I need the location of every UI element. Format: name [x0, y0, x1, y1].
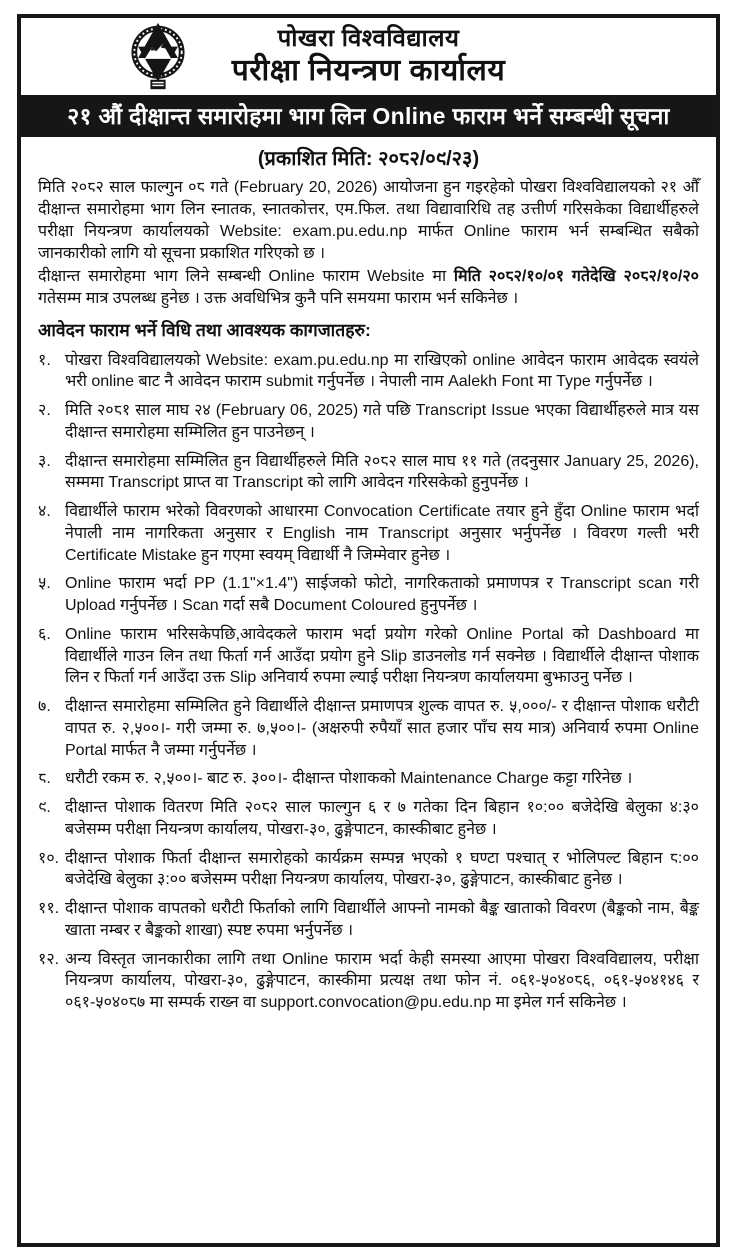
list-item-number: ४.	[38, 503, 51, 521]
list-item-text: अन्य विस्तृत जानकारीका लागि तथा Online फाराम भर्दा केही समस्या आएमा पोखरा विश्वविद्यालय, परीक्षा नियन्त्रण कार्यालय, पोखरा-३०, ढुङ्गेपाटन, कास्कीमा प्रत्यक्ष तथा फोन नं. ०६१-५०४०८६, ०६१-५०४१४६ र ०६१-५०४०८७ मा सम्पर्क राख्न वा support.convocation@pu.edu.np मा इमेल गर्न सकिनेछ ।	[65, 950, 699, 1012]
list-item	[38, 400, 699, 444]
list-item-number: ८.	[38, 770, 51, 788]
list-item-number: ३.	[38, 452, 51, 470]
list-item	[38, 501, 699, 566]
list-item	[38, 848, 699, 892]
list-item	[38, 451, 699, 495]
section-heading: आवेदन फाराम भर्ने विधि तथा आवश्यक कागजातहरु:	[38, 319, 371, 340]
list-item-text: दीक्षान्त समारोहमा सम्मिलित हुने विद्यार्थीले दीक्षान्त प्रमाणपत्र शुल्क वापत रु. ५,०००/- र दीक्षान्त पोशाक धरौटी वापत रु. २,५००।- गरी जम्मा रु. ७,५००।- (अक्षरुपी रुपैयाँ सात हजार पाँच सय मात्र) अनिवार्य रुपमा Online Portal मार्फत नै जम्मा गर्नुपर्नेछ ।	[65, 698, 699, 759]
university-name: पोखरा विश्वविद्यालय	[277, 25, 460, 52]
notice-title-banner: २१ औं दीक्षान्त समारोहमा भाग लिन Online फाराम भर्ने सम्बन्धी सूचना	[21, 93, 716, 139]
list-item	[38, 768, 699, 790]
form-availability-dates: मिति २०८२/१०/०१ गतेदेखि २०८२/१०/२०	[453, 268, 699, 286]
list-item	[38, 696, 699, 761]
list-item-number: १.	[38, 351, 51, 369]
list-item-text: दीक्षान्त पोशाक वापतको धरौटी फिर्ताको लागि विद्यार्थीले आफ्नो नामको बैङ्क खाताको विवरण (बैङ्कको नाम, बैङ्क खाता नम्बर र बैङ्कको शाखा) स्पष्ट रुपमा भर्नुपर्नेछ ।	[65, 900, 699, 939]
list-item-text: दीक्षान्त पोशाक फिर्ता दीक्षान्त समारोहको कार्यक्रम सम्पन्न भएको १ घण्टा पश्चात् र भोलिपल्ट बिहान ८:०० बजेदेखि बेलुका ३:०० बजेसम्म परीक्षा नियन्त्रण कार्यालय, पोखरा-३०, ढुङ्गेपाटन, कास्कीबाट हुनेछ ।	[65, 849, 699, 889]
pokhara-university-logo-icon	[127, 21, 189, 93]
list-item	[38, 624, 699, 689]
list-item-text: Online फाराम भर्दा PP (1.1"×1.4") साईजको फोटो, नागरिकताको प्रमाणपत्र र Transcript scan गरी Upload गर्नुपर्नेछ । Scan गर्दा सबै Document Coloured हुनुपर्नेछ ।	[65, 575, 699, 615]
list-item-text: पोखरा विश्वविद्यालयको Website: exam.pu.edu.np मा राखिएको online आवेदन फाराम आवेदक स्वयंले भरी online बाट नै आवेदन फाराम submit गर्नुपर्नेछ । नेपाली नाम Aalekh Font मा Type गर्नुपर्नेछ ।	[65, 351, 699, 391]
list-item-number: ५.	[38, 575, 51, 593]
list-item-number: १२.	[38, 950, 60, 968]
list-item-text: Online फाराम भरिसकेपछि,आवेदकले फाराम भर्दा प्रयोग गरेको Online Portal को Dashboard मा विद्यार्थीले गाउन लिन तथा फिर्ता गर्न आउँदा प्रयोग हुने Slip डाउनलोड गर्न सक्नेछ । विद्यार्थीले दीक्षान्त पोशाक लिन र फिर्ता गर्न आउँदा उक्त Slip अनिवार्य रुपमा ल्याई परीक्षा नियन्त्रण कार्यालयमा बुझाउनु पर्नेछ ।	[65, 625, 699, 687]
list-item	[38, 350, 699, 394]
list-item	[38, 898, 699, 942]
list-item-text: दीक्षान्त समारोहमा सम्मिलित हुन विद्यार्थीहरुले मिति २०८२ साल माघ ११ गते (तदनुसार January 25, 2026), सम्ममा Transcript प्राप्त वा Transcript को लागि आवेदन गरिसकेको हुनुपर्नेछ ।	[65, 452, 699, 492]
list-item-text: मिति २०८१ साल माघ २४ (February 06, 2025) गते पछि Transcript Issue भएका विद्यार्थीहरुले मात्र यस दीक्षान्त समारोहमा सम्मिलित हुन पाउनेछन् ।	[65, 402, 699, 441]
list-item	[38, 797, 699, 841]
list-item	[38, 949, 699, 1014]
list-item-number: ७.	[38, 698, 51, 716]
list-item-number: ११.	[38, 900, 60, 918]
notice-body	[21, 175, 716, 1014]
document-border-frame	[17, 14, 720, 1247]
published-date: (प्रकाशित मिति: २०८२/०९/२३)	[257, 148, 480, 171]
intro-paragraph-1: मिति २०८२ साल फाल्गुन ०८ गते (February 20, 2026) आयोजना हुन गइरहेको पोखरा विश्वविद्यालयको २१ औँ दीक्षान्त समारोहमा भाग लिन स्नातक, स्नातकोत्तर, एम.फिल. तथा विद्यावारिधि तह उत्तीर्ण गरिसकेका विद्यार्थीहरुले परीक्षा नियन्त्रण कार्यालयको Website: exam.pu.edu.np मार्फत Online फाराम भर्न सम्बन्धित सबैको जानकारीको लागि यो सूचना प्रकाशित गरिएको छ ।	[38, 179, 699, 262]
list-item-text: विद्यार्थीले फाराम भरेको विवरणको आधारमा Convocation Certificate तयार हुने हुँदा Online फाराम भर्दा नेपाली नाम नागरिकता अनुसार र English नाम Transcript अनुसार भर्नुपर्नेछ । विवरण गल्ती भरी Certificate Mistake हुन गएमा स्वयम् विद्यार्थी नै जिम्मेवार हुनेछ ।	[65, 503, 699, 564]
intro-paragraph-2	[38, 266, 699, 310]
list-item-text: दीक्षान्त पोशाक वितरण मिति २०८२ साल फाल्गुन ६ र ७ गतेका दिन बिहान १०:०० बजेदेखि बेलुका ४:३० बजेसम्म परीक्षा नियन्त्रण कार्यालय, पोखरा-३०, ढुङ्गेपाटन, कास्कीबाट हुनेछ ।	[65, 799, 699, 838]
list-item-number: ६.	[38, 625, 51, 643]
intro-paragraph-2-pre: दीक्षान्त समारोहमा भाग लिने सम्बन्धी Online फाराम Website मा	[38, 268, 454, 286]
list-item-text: धरौटी रकम रु. २,५००।- बाट रु. ३००।- दीक्षान्त पोशाकको Maintenance Charge कट्टा गरिनेछ ।	[65, 770, 633, 788]
list-item-number: १०.	[38, 849, 60, 867]
list-item-number: ९.	[38, 799, 51, 817]
office-name: परीक्षा नियन्त्रण कार्यालय	[231, 53, 506, 87]
document-header	[21, 18, 716, 93]
intro-paragraph-2-post: गतेसम्म मात्र उपलब्ध हुनेछ । उक्त अवधिभित्र कुनै पनि समयमा फाराम भर्न सकिनेछ ।	[38, 290, 519, 308]
list-item	[38, 573, 699, 617]
instructions-list	[38, 350, 699, 1014]
list-item-number: २.	[38, 402, 51, 420]
